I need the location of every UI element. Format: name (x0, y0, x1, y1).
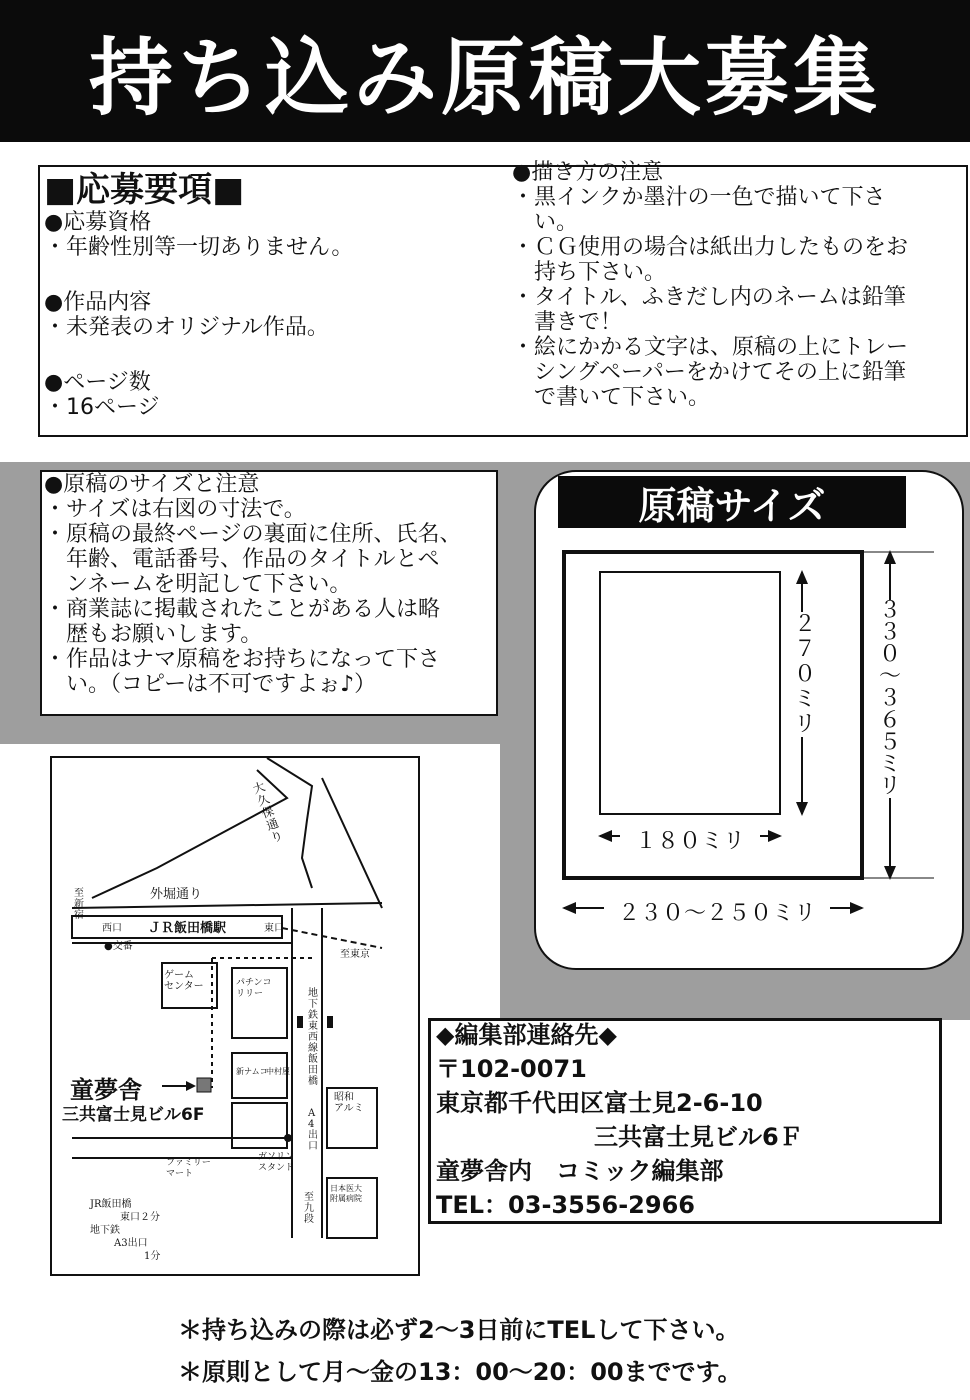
block-shop (232, 1103, 287, 1148)
drawing-note-line: ・タイトル、ふきだし内のネームは鉛筆 (512, 285, 906, 310)
footer-note: ＊持ち込みの際は必ず2～3日前にTELして下さい。 (178, 1316, 740, 1344)
content-text: ・未発表のオリジナル作品。 (44, 315, 329, 340)
content-title: ●作品内容 (44, 290, 152, 315)
road-edge (322, 778, 382, 908)
access-map (52, 758, 418, 1274)
qualification-title: ●応募資格 (44, 210, 152, 235)
pages-text: ・16ページ (44, 395, 160, 420)
pointer-arrow-icon (186, 1081, 196, 1091)
drawing-notes-title: ●描き方の注意 (512, 160, 664, 185)
okubo-street-label: 大久保通り (250, 779, 285, 846)
drawing-note-line: ・黒インクか墨汁の一色で描いて下さ (512, 185, 886, 210)
subway-exit-icon (297, 1016, 303, 1028)
to-tokyo-label: 至東京 (340, 949, 370, 960)
size-note-line: ・商業誌に掲載されたことがある人は略 (44, 597, 441, 622)
page-title: 持ち込み原稿大募集 (88, 28, 881, 127)
building-label: 三共富士見ビル6F (62, 1105, 205, 1125)
company-building-icon (197, 1078, 211, 1092)
east-exit-label: 東口 (264, 923, 284, 934)
requirements-section (44, 170, 494, 420)
access-line: 東口２分 (120, 1212, 160, 1223)
size-notes-title: ●原稿のサイズと注意 (44, 472, 260, 497)
access-line: 1分 (144, 1251, 161, 1262)
access-line: JR飯田橋 (90, 1199, 132, 1210)
telephone: TEL：03-3556-2966 (436, 1191, 695, 1219)
drawing-note-line: い。 (512, 210, 579, 235)
police-box-label: ●交番 (104, 941, 133, 952)
outer-width-label: ２３０～２５０ミリ (604, 896, 830, 927)
size-diagram-title: 原稿サイズ (638, 483, 826, 528)
contact-heading: ◆編集部連絡先◆ (436, 1021, 617, 1049)
nakamura-label: 中村屋 (266, 1067, 290, 1076)
drawing-note-line: ・ＣＧ使用の場合は紙出力したものをお (512, 235, 909, 260)
station-label: ＪＲ飯田橋駅 (148, 921, 227, 936)
drawing-note-line: ・絵にかかる文字は、原稿の上にトレー (512, 335, 909, 360)
drawing-note-line: 持ち下さい。 (512, 260, 667, 285)
outer-height-label: ３３０～３６５ミリ (872, 600, 908, 798)
access-info (90, 1198, 160, 1263)
sotobori-road (72, 903, 382, 908)
pages-title: ●ページ数 (44, 370, 151, 395)
subway-exit-icon (327, 1016, 333, 1028)
size-notes (44, 472, 494, 697)
qualification-text: ・年齢性別等一切ありません。 (44, 235, 354, 260)
access-line: A3出口 (114, 1238, 148, 1249)
showa-label: 昭和 アルミ (334, 1092, 364, 1114)
game-center-label: ゲーム センター (164, 970, 204, 992)
footer-note: ＊原則として月～金の13：00～20：00までです。 (178, 1358, 742, 1386)
exit-a4-label: A4出口 (308, 1108, 318, 1152)
department: 童夢舎内 コミック編集部 (436, 1157, 724, 1185)
arrowhead-icon (562, 902, 576, 914)
size-note-line: 年齢、電話番号、作品のタイトルとペ (44, 547, 440, 572)
west-exit-label: 西口 (102, 923, 122, 934)
size-note-line: い。（コピーは不可ですよぉ♪） (44, 672, 377, 697)
pachinko-label: パチンコ リリー (236, 978, 272, 999)
inner-width-label: １８０ミリ (620, 824, 760, 855)
size-note-line: ・作品はナマ原稿をお持ちになって下さ (44, 647, 441, 672)
drawing-note-line: 書きで！ (512, 310, 623, 335)
sotobori-label: 外堀通り (150, 887, 203, 902)
to-shinjuku-label: 至新宿 (74, 888, 84, 921)
hospital-label: 日本医大 附属病院 (330, 1184, 362, 1203)
gas-station-icon (284, 1134, 292, 1142)
address-line: 東京都千代田区富士見2-6-10 (436, 1089, 763, 1117)
size-note-line: ・原稿の最終ページの裏面に住所、氏名、 (44, 522, 462, 547)
contact-info (436, 1018, 803, 1222)
drawing-note-line: シングペーパーをかけてその上に鉛筆 (512, 360, 906, 385)
drawing-note-line: で書いて下さい。 (512, 385, 711, 410)
drawing-notes (512, 160, 962, 410)
to-kudan-label: 至九段 (304, 1192, 314, 1225)
namco-label: 新ナムコ (236, 1067, 268, 1076)
inner-height-label: ２７０ミリ (787, 612, 823, 737)
inner-frame (600, 572, 780, 814)
postal-code: 〒102-0071 (436, 1055, 587, 1083)
title-banner (0, 0, 970, 142)
access-line: 地下鉄 (90, 1225, 120, 1236)
subway-line-label: 地下鉄東西線飯田橋 (308, 988, 318, 1087)
size-note-line: ・サイズは右図の寸法で。 (44, 497, 306, 522)
requirements-heading: ■応募要項■ (44, 170, 245, 210)
size-diagram-title-bar (558, 476, 906, 528)
gas-station-label: ガソリン スタンド (258, 1152, 295, 1173)
company-label: 童夢舎 (70, 1076, 142, 1104)
size-note-line: 歴もお願いします。 (44, 622, 263, 647)
size-note-line: ンネームを明記して下さい。 (44, 572, 352, 597)
address-line: 三共富士見ビル6Ｆ (594, 1123, 803, 1151)
family-mart-label: ファミリー マート (166, 1158, 211, 1179)
arrowhead-icon (850, 902, 864, 914)
